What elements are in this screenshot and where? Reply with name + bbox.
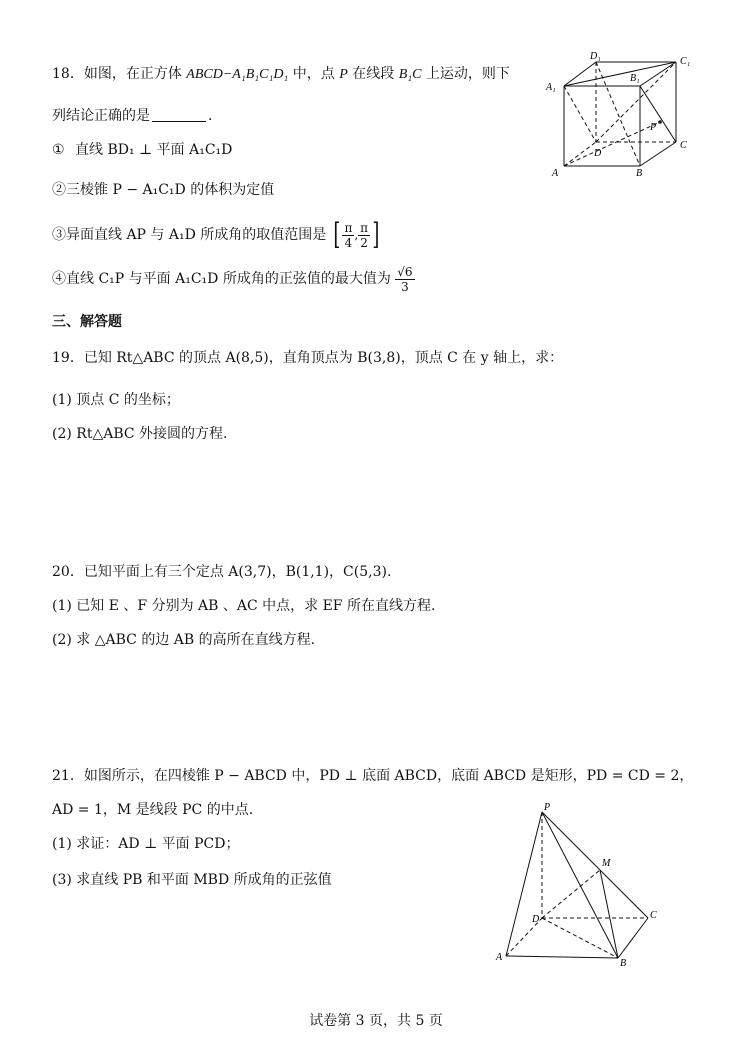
q18-option-1 xyxy=(52,140,232,160)
q18-cube-name: ABCD−A₁B₁C₁D₁ xyxy=(186,67,289,82)
label-c: C xyxy=(680,140,687,151)
q19-part2: (2) Rt△ABC 外接圆的方程. xyxy=(52,426,228,442)
range-upper-num: π xyxy=(360,220,369,235)
q19-stem: 19．已知 Rt△ABC 的顶点 A(8,5)，直角顶点为 B(3,8)，顶点 C 在 y 轴上，求： xyxy=(52,350,564,366)
label-b1: B₁ xyxy=(630,73,640,84)
q18-opt4-num: ④ xyxy=(52,271,66,287)
label-m: M xyxy=(602,858,611,869)
q20-part2: (2) 求 △ABC 的边 AB 的高所在直线方程. xyxy=(52,632,316,648)
answer-blank[interactable] xyxy=(152,107,206,122)
label-b: B xyxy=(636,168,643,179)
range-upper-den: 2 xyxy=(360,235,368,250)
label-p: P xyxy=(650,122,657,133)
q18-opt2-num: ② xyxy=(52,182,66,198)
q18-line2-end: . xyxy=(208,108,213,124)
label-a: A xyxy=(496,952,503,963)
q21-stem: 21．如图所示，在四棱锥 P − ABCD 中，PD ⊥ 底面 ABCD，底面 ABCD 是矩形，PD = CD = 2， xyxy=(52,768,694,784)
q21-part2: (3) 求直线 PB 和平面 MBD 所成角的正弦值 xyxy=(52,872,332,888)
q18-opt1-num: ① xyxy=(52,142,65,158)
label-d: D xyxy=(594,148,602,159)
pyramid-figure xyxy=(490,800,670,970)
section-title: 三、解答题 xyxy=(52,314,122,330)
q18-stem-line2 xyxy=(52,106,212,126)
q18-stem-line1 xyxy=(52,64,510,85)
label-d: D xyxy=(532,914,540,925)
q18-number: 18． xyxy=(52,66,84,82)
q18-opt4-text: 直线 C₁P 与平面 A₁C₁D 所成角的正弦值的最大值为 xyxy=(66,271,391,287)
range-lower-num: π xyxy=(344,220,353,235)
label-c1: C₁ xyxy=(680,56,691,67)
fraction-denominator: 3 xyxy=(401,279,409,294)
q18-mid2: 在线段 xyxy=(352,66,395,82)
q20-stem: 20．已知平面上有三个定点 A(3,7)，B(1,1)，C(5,3). xyxy=(52,564,392,580)
q21-stem-line2: AD = 1，M 是线段 PC 的中点. xyxy=(52,802,254,818)
q18-segment: B₁C xyxy=(398,67,422,82)
q18-option-2 xyxy=(52,180,274,200)
label-a: A xyxy=(552,168,559,179)
cube-figure xyxy=(540,50,700,180)
q18-mid: 中，点 xyxy=(292,66,335,82)
q18-opt3-num: ③ xyxy=(52,227,66,243)
q20-part1: (1) 已知 E 、F 分别为 AB 、AC 中点，求 EF 所在直线方程. xyxy=(52,598,436,614)
q19-part1: (1) 顶点 C 的坐标； xyxy=(52,392,180,408)
q18-option-3 xyxy=(52,218,382,252)
q18-option-4 xyxy=(52,262,415,296)
q18-opt1-text: 直线 BD₁ ⊥ 平面 A₁C₁D xyxy=(75,142,233,158)
label-a1: A₁ xyxy=(546,82,556,93)
page-footer: 试卷第 3 页，共 5 页 xyxy=(309,1013,443,1029)
label-p: P xyxy=(544,802,551,813)
q21-part1: (1) 求证：AD ⊥ 平面 PCD； xyxy=(52,836,240,852)
q18-opt2-text: 三棱锥 P − A₁C₁D 的体积为定值 xyxy=(66,182,275,198)
q18-intro: 如图，在正方体 xyxy=(83,66,182,82)
range-lower-den: 4 xyxy=(344,235,353,250)
label-c: C xyxy=(650,910,657,921)
q18-point-p: P xyxy=(339,67,348,82)
label-b: B xyxy=(620,958,627,969)
label-d1: D₁ xyxy=(590,51,601,62)
q18-end: 上运动，则下 xyxy=(425,66,510,82)
q18-opt4-fraction xyxy=(395,265,414,294)
q18-line2: 列结论正确的是 xyxy=(52,108,150,124)
sqrt6-numerator: √6 xyxy=(397,264,413,279)
point-p-marker xyxy=(658,120,662,124)
q18-opt3-range: [ $\frac{\pi}{4}$ , $\frac{\pi}{2}$ ] xyxy=(333,217,380,252)
q18-opt3-text: 异面直线 AP 与 A₁D 所成角的取值范围是 xyxy=(66,227,327,243)
